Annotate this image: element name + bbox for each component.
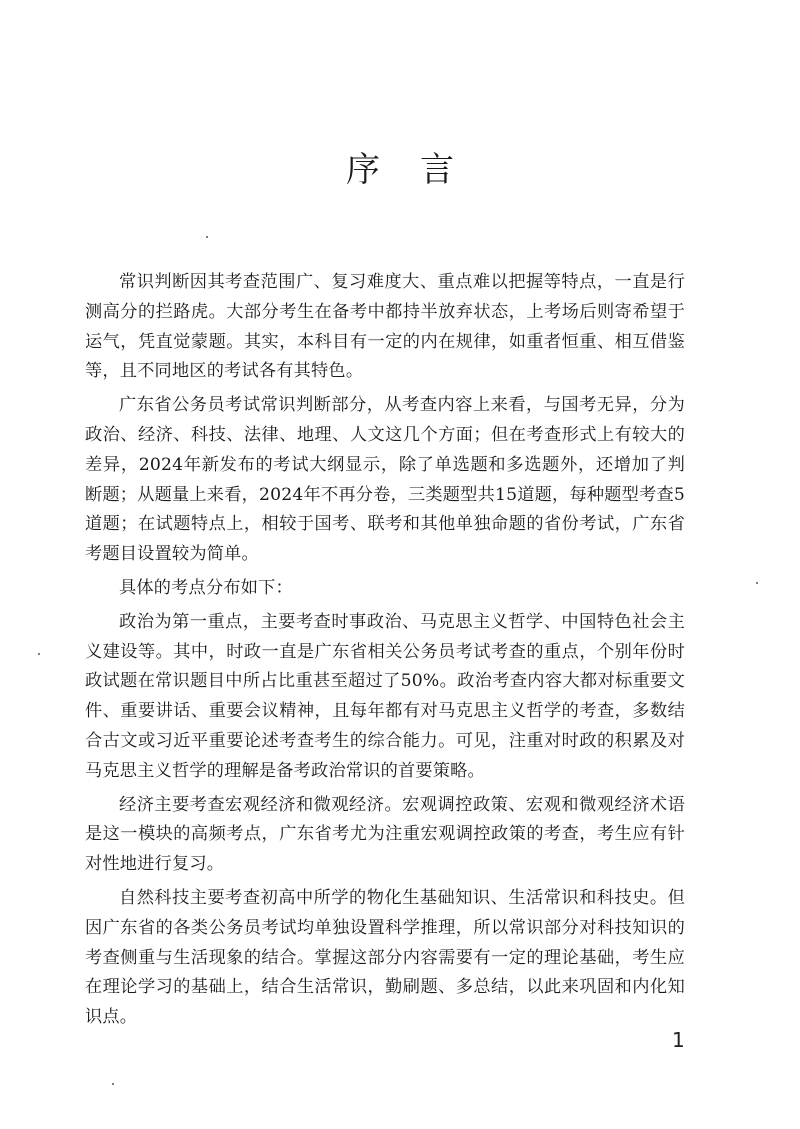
paragraph-distribution-heading: 具体的考点分布如下： (119, 577, 293, 598)
scan-speck (38, 653, 40, 655)
paragraph-science: 自然科技主要考查初高中所学的物化生基础知识、生活常识和科技史。但因广东省的各类公务员考试均单独设置科学推理，所以常识部分对科技知识的考查侧重与生活现象的结合。掌握这部分内容需要有一定的理论基础，考生应在理论学习的基础上，结合生活常识，勤刷题、多总结，以此来巩固和内化知识点。 (85, 887, 685, 1028)
body-text (85, 268, 685, 1037)
page-title: 序言 (346, 150, 494, 190)
page-number: 1 (672, 1028, 685, 1052)
paragraph-politics: 政治为第一重点，主要考查时事政治、马克思主义哲学、中国特色社会主义建设等。其中，时政一直是广东省相关公务员考试考查的重点，个别年份时政试题在常识题目中所占比重甚至超过了50%。政治考查内容大都对标重要文件、重要讲话、重要会议精神，且每年都有对马克思主义哲学的考查，多数结合古文或习近平重要论述考查考生的综合能力。可见，注重对时政的积累及对马克思主义哲学的理解是备考政治常识的首要策略。 (85, 611, 685, 781)
paragraph-intro: 常识判断因其考查范围广、复习难度大、重点难以把握等特点，一直是行测高分的拦路虎。大部分考生在备考中都持半放弃状态，上考场后则寄希望于运气，凭直觉蒙题。其实，本科目有一定的内在规律，如重者恒重、相互借鉴等，且不同地区的考试各有其特色。 (85, 272, 685, 382)
scan-speck (206, 236, 208, 238)
paragraph-economics: 经济主要考查宏观经济和微观经济。宏观调控政策、宏观和微观经济术语是这一模块的高频考点，广东省考尤为注重宏观调控政策的考查，考生应有针对性地进行复习。 (85, 794, 685, 875)
paragraph-guangdong-overview: 广东省公务员考试常识判断部分，从考查内容上来看，与国考无异，分为政治、经济、科技、法律、地理、人文这几个方面；但在考查形式上有较大的差异，2024年新发布的考试大纲显示，除了单选题和多选题外，还增加了判断题；从题量上来看，2024年不再分卷，三类题型共15道题，每种题型考查5道题；在试题特点上，相较于国考、联考和其他单独命题的省份考试，广东省考题目设置较为简单。 (85, 395, 685, 565)
scan-speck (112, 1083, 114, 1085)
scan-speck (756, 582, 758, 584)
